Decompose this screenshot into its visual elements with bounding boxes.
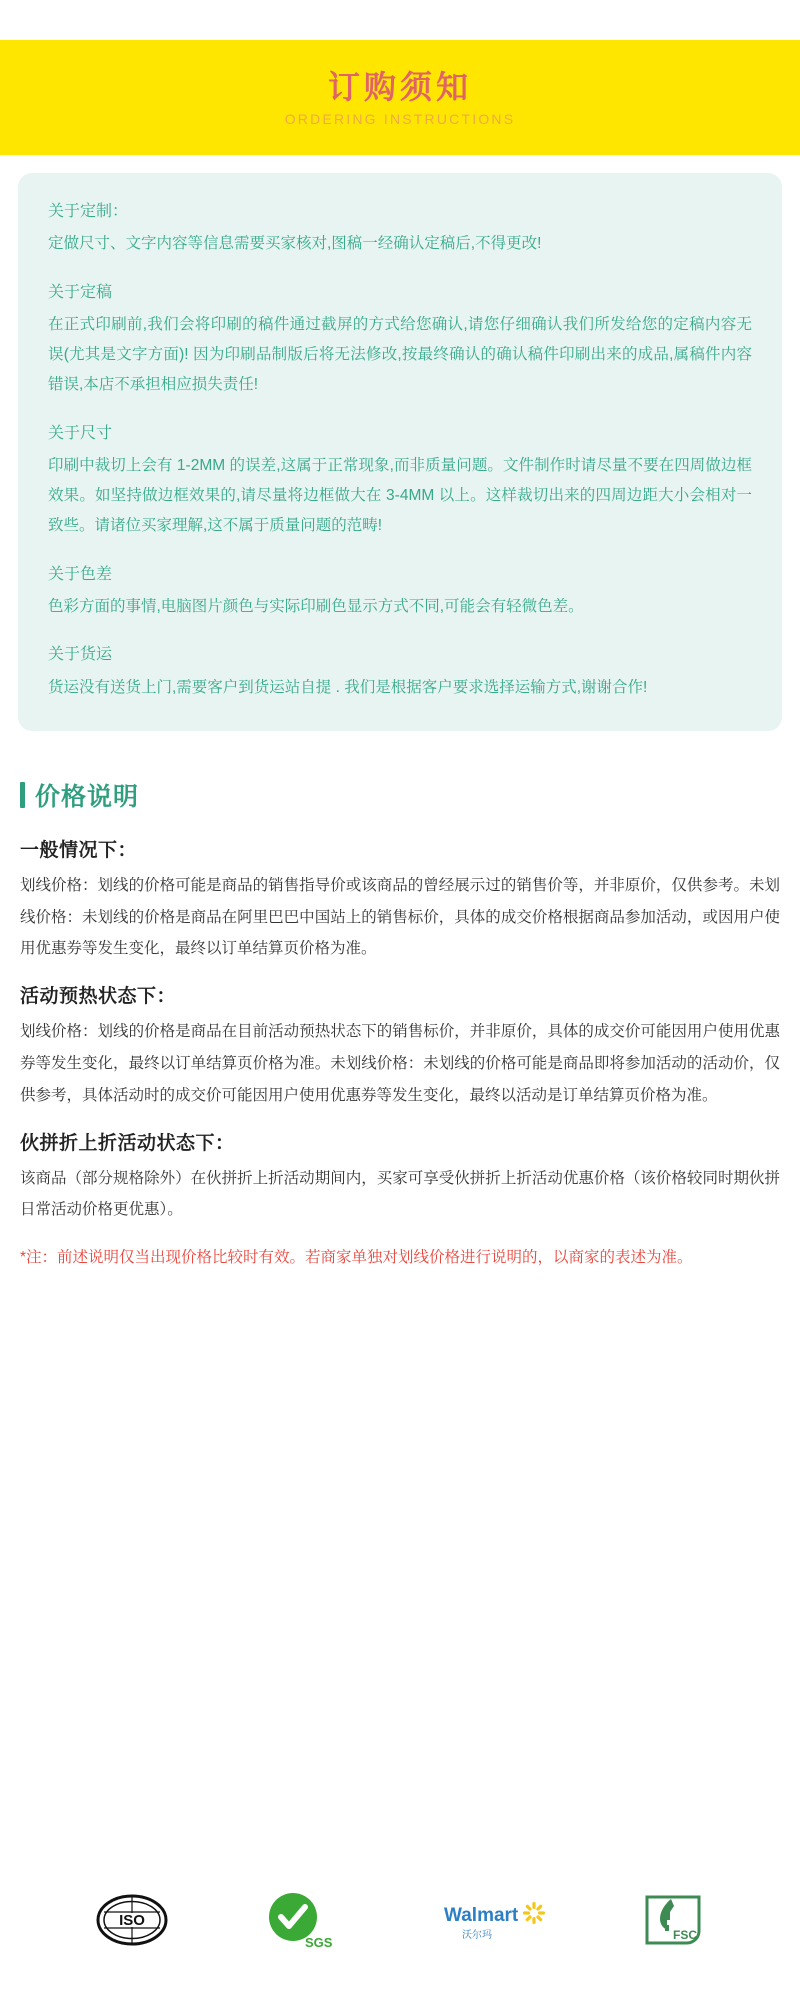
price-group-heading: 活动预热状态下： <box>20 986 177 1008</box>
section-accent-bar <box>20 782 25 808</box>
price-group-body: 划线价格：划线的价格是商品在目前活动预热状态下的销售标价，并非原价，具体的成交价可能因用户使用优惠券等发生变化，最终以订单结算页价格为准。未划线价格：未划线的价格可能是商品即将参加活动的活动价，仅供参考，具体活动时的成交价可能因用户使用优惠券等发生变化，最终以活动是订单结算页价格为准。 <box>20 1023 780 1104</box>
svg-text:Walmart: Walmart <box>443 1905 518 1926</box>
notice-block-customization <box>48 197 752 260</box>
iso-certification-logo <box>96 1890 168 1950</box>
fsc-certification-logo <box>641 1889 705 1951</box>
price-section-title: 价格说明 <box>35 782 140 811</box>
notice-card <box>18 173 782 731</box>
price-explanation-section <box>20 777 780 1274</box>
notice-block-color-difference <box>48 560 752 623</box>
price-note: *注：前述说明仅当出现价格比较时有效。若商家单独对划线价格进行说明的，以商家的表述为准。 <box>20 1249 693 1267</box>
price-group-body: 该商品（部分规格除外）在伙拼折上折活动期间内，买家可享受伙拼折上折活动优惠价格（该价格较同时期伙拼日常活动价格更优惠）。 <box>20 1169 780 1219</box>
price-group-body: 划线价格：划线的价格可能是商品的销售指导价或该商品的曾经展示过的销售价等，并非原价，仅供参考。未划线价格：未划线的价格是商品在阿里巴巴中国站上的销售标价，具体的成交价格根据商品参加活动，或因用户使用优惠券等发生变化，最终以订单结算页价格为准。 <box>20 876 780 958</box>
price-group-preheat <box>20 981 780 1111</box>
price-section-header <box>20 777 780 813</box>
notice-body: 定做尺寸、文字内容等信息需要买家核对,图稿一经确认定稿后,不得更改! <box>48 235 542 253</box>
notice-body: 印刷中裁切上会有 1-2MM 的误差,这属于正常现象,而非质量问题。文件制作时请尽量不要在四周做边框效果。如坚持做边框效果的,请尽量将边框做大在 3-4MM 以上。这样裁切出来的四周边距大小会相对一致些。请诸位买家理解,这不属于质量问题的范畴! <box>48 457 752 535</box>
price-group-heading: 伙拼折上折活动状态下： <box>20 1132 235 1154</box>
notice-heading: 关于定稿 <box>48 283 113 301</box>
price-group-huopin <box>20 1128 780 1227</box>
notice-block-final-draft <box>48 278 752 401</box>
notice-heading: 关于尺寸 <box>48 424 113 442</box>
sgs-certification-logo <box>259 1889 349 1951</box>
price-group-general <box>20 835 780 965</box>
banner-title: 订购须知 <box>327 69 472 106</box>
notice-block-shipping <box>48 640 752 703</box>
svg-text:SGS: SGS <box>304 1935 332 1950</box>
svg-text:沃尔玛: 沃尔玛 <box>461 1930 492 1941</box>
svg-text:FSC: FSC <box>672 1928 697 1942</box>
notice-heading: 关于货运 <box>48 646 113 664</box>
notice-body: 货运没有送货上门,需要客户到货运站自提 . 我们是根据客户要求选择运输方式,谢谢合作! <box>48 678 648 696</box>
banner-subtitle: ORDERING INSTRUCTIONS <box>284 110 516 127</box>
price-group-heading: 一般情况下： <box>20 839 138 861</box>
notice-heading: 关于色差 <box>48 565 113 583</box>
svg-text:ISO: ISO <box>118 1912 145 1929</box>
notice-body: 在正式印刷前,我们会将印刷的稿件通过截屏的方式给您确认,请您仔细确认我们所发给您的定稿内容无误(尤其是文字方面)! 因为印刷品制版后将无法修改,按最终确认的确认稿件印刷出来的成品,属稿件内容错误,本店不承担相应损失责任! <box>48 316 752 394</box>
walmart-logo <box>440 1895 550 1945</box>
ordering-instructions-page <box>0 40 800 2005</box>
notice-body: 色彩方面的事情,电脑图片颜色与实际印刷色显示方式不同,可能会有轻微色差。 <box>48 598 584 616</box>
notice-heading: 关于定制： <box>48 203 129 220</box>
notice-block-size <box>48 419 752 542</box>
certification-logos <box>0 1875 800 1965</box>
ordering-banner <box>0 40 800 155</box>
